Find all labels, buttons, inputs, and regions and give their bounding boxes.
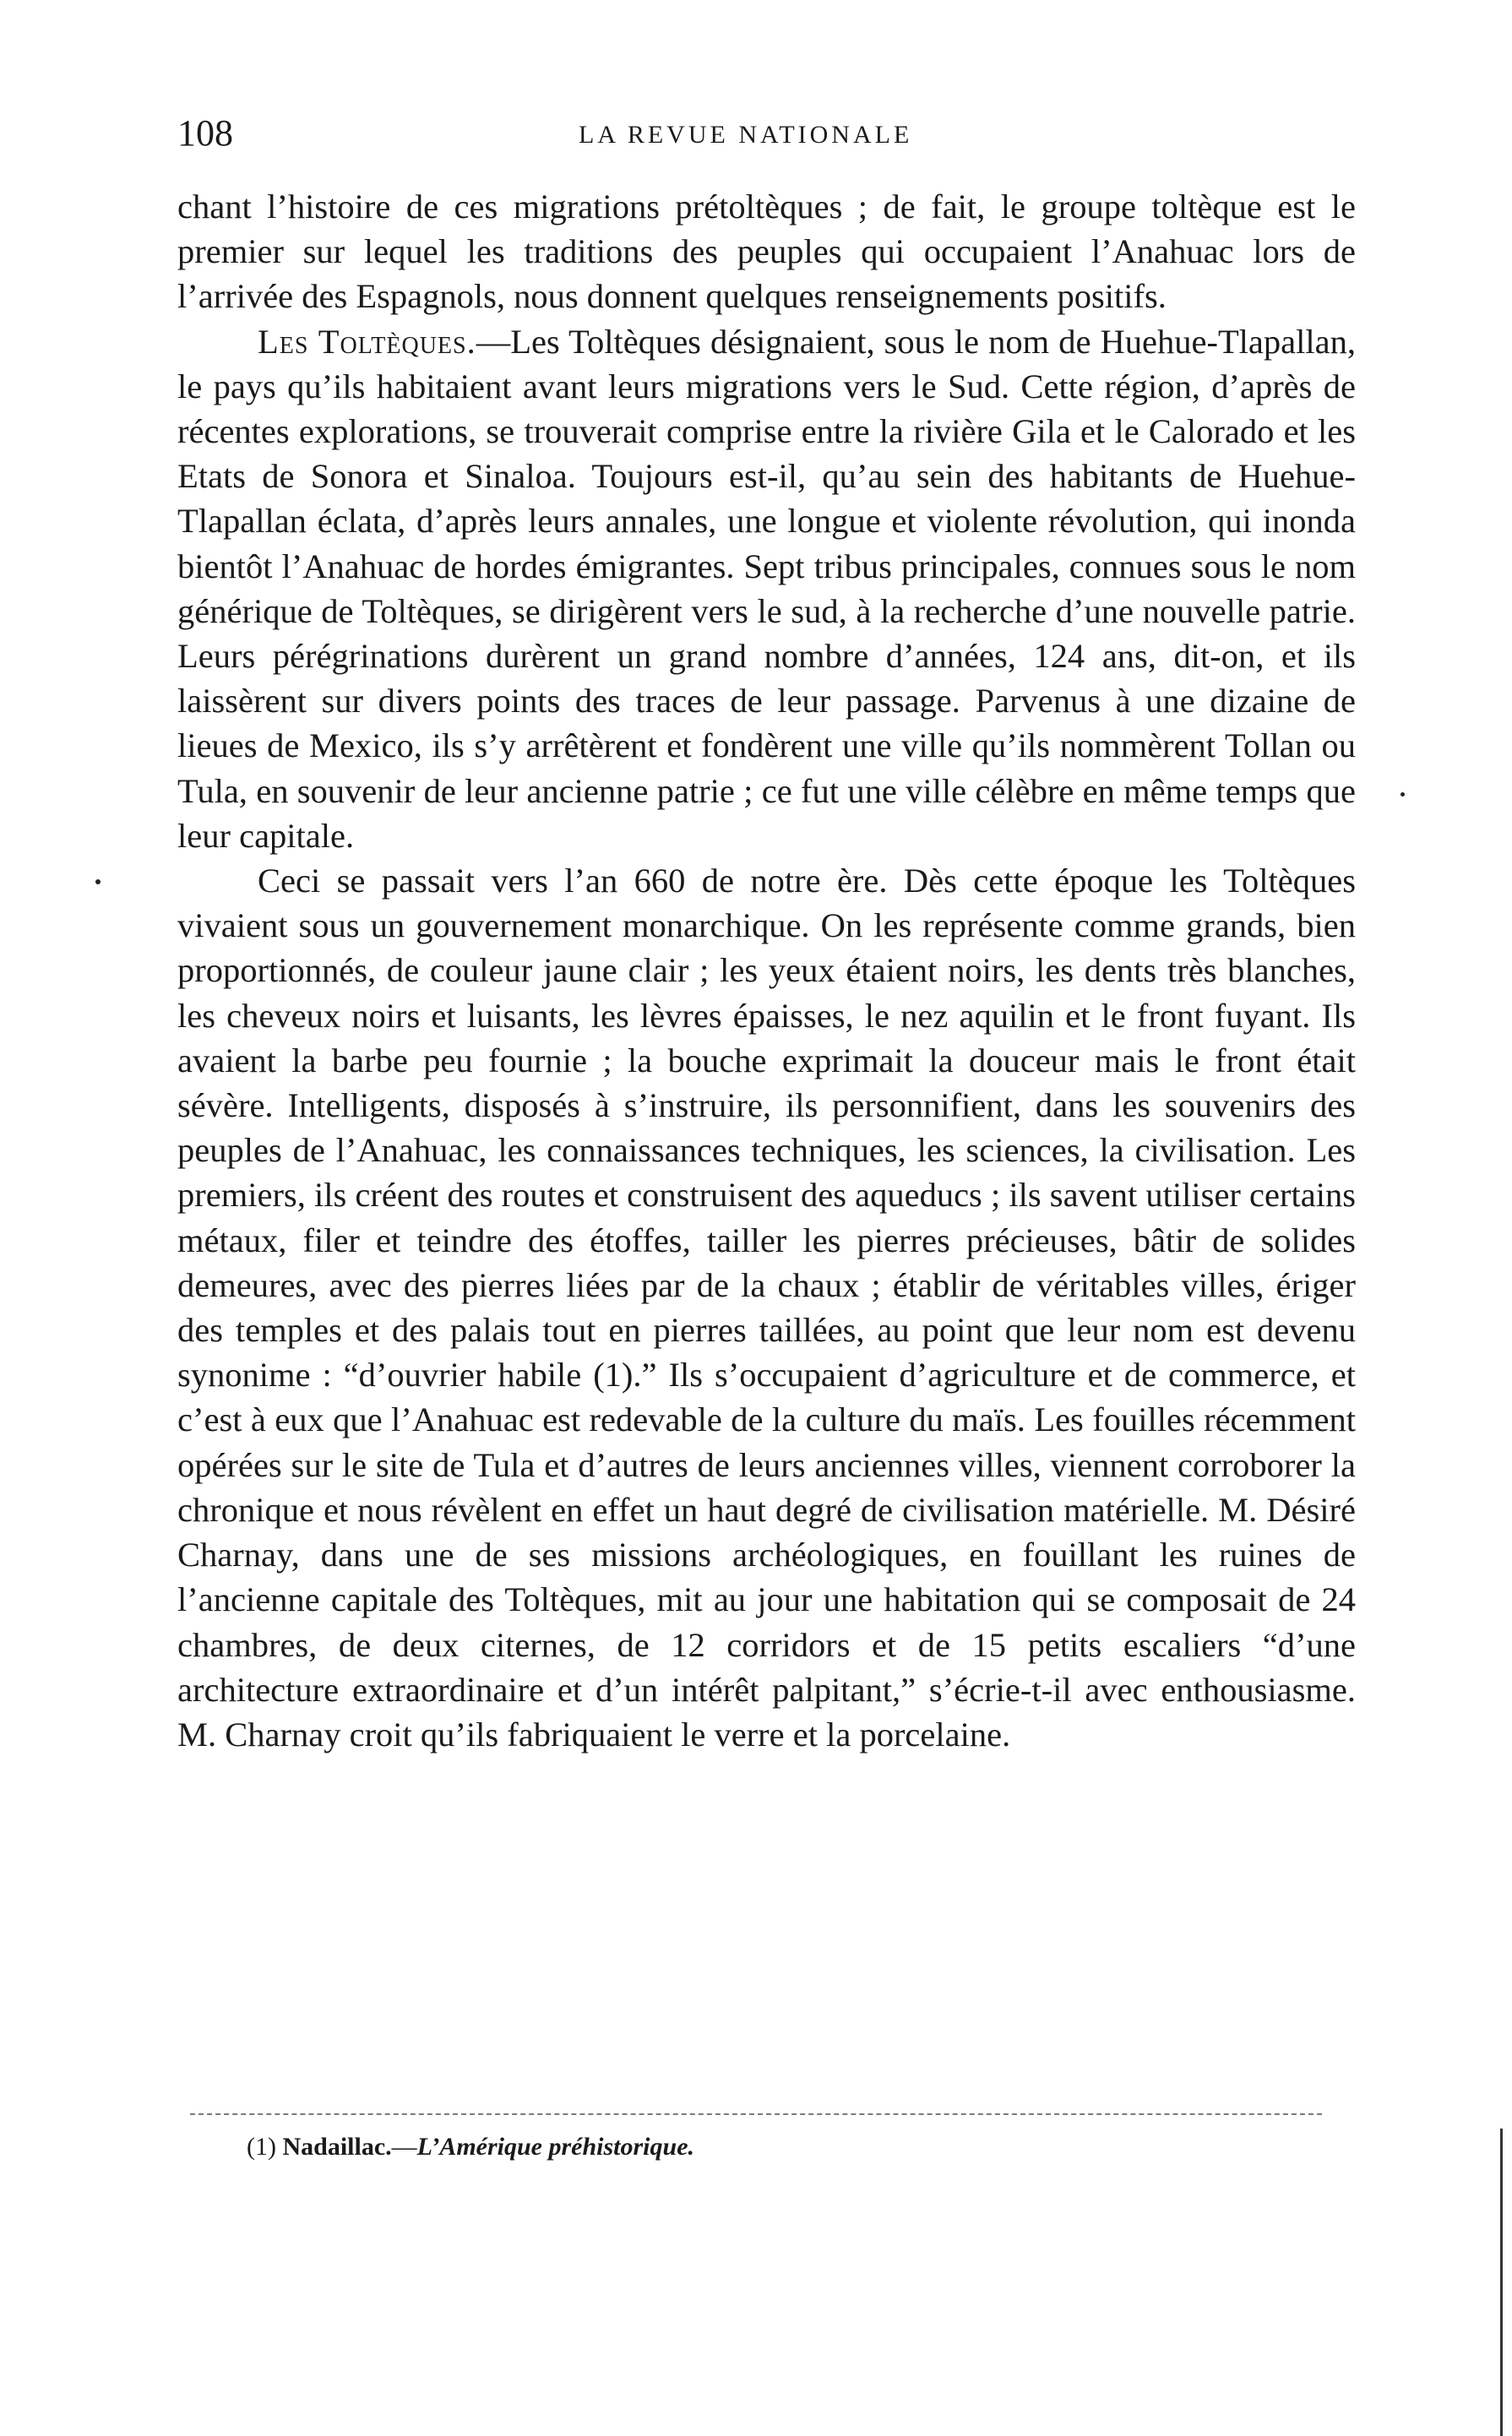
paragraph-description: Ceci se passait vers l’an 660 de notre ère. Dès cette époque les Toltèques vivaient sous un gouvernement monarchique. On les représente comme grands, bien proportionnés, de couleur jaune clair ; les yeux étaient noirs, les dents très blanches, les cheveux noirs et luisants, les lèvres épaisses, le nez aquilin et le front fuyant. Ils avaient la barbe peu fournie ; la bouche exprimait la douceur mais le front était sévère. Intelligents, disposés à s’instruire, ils personnifient, dans les souvenirs des peuples de l’Anahuac, les connaissances techniques, les sciences, la civilisation. Les premiers, ils créent des routes et construisent des aqueducs ; ils savent utiliser certains métaux, filer et teindre des étoffes, tailler les pierres précieuses, bâtir de solides demeures, avec des pierres liées par de la chaux ; établir de véritables villes, ériger des temples et des palais tout en pierres taillées, au point que leur nom est devenu synonime : “d’ouvrier habile (1).” Ils s’occupaient d’agriculture et de commerce, et c’est à eux que l’Anahuac est redevable de la culture du maïs. Les fouilles récemment opérées sur le site de Tula et d’autres de leurs anciennes villes, viennent corroborer la chronique et nous révèlent en effet un haut degré de civilisation matérielle. M. Désiré Charnay, dans une de ses missions archéologiques, en fouillant les ruines de l’ancienne capitale des Toltèques, mit au jour une habitation qui se composait de 24 chambres, de deux citernes, de 12 corridors et de 15 petits escaliers “d’une architecture extraordinaire et d’un intérêt palpitant,” s’écrie-t-il avec enthousiasme. M. Charnay croit qu’ils fabriquaient le verre et la porcelaine. [177, 862, 1356, 1754]
footnote-divider [190, 2113, 1322, 2115]
footnote-author: Nadaillac. [282, 2133, 392, 2161]
footnote [247, 2129, 694, 2166]
page-header [177, 108, 1360, 159]
scan-edge-line [1500, 2129, 1503, 2436]
section-heading: Les Toltèques. [258, 322, 476, 361]
page-number: 108 [177, 112, 233, 154]
scan-speck [1401, 792, 1405, 797]
paragraph-toltecs [177, 319, 1356, 858]
running-head: LA REVUE NATIONALE [579, 121, 913, 149]
paragraph-toltecs-text: —Les Toltèques désignaient, sous le nom de Huehue-Tlapallan, le pays qu’ils habitaient avant leurs migrations vers le Sud. Cette région, d’après de récentes explorations, se trouverait comprise entre la rivière Gila et le Calorado et les Etats de Sonora et Sinaloa. Toujours est-il, qu’au sein des habitants de Huehue-Tlapallan éclata, d’après leurs annales, une longue et violente révolution, qui inonda bientôt l’Anahuac de hordes émigrantes. Sept tribus principales, connues sous le nom générique de Toltèques, se dirigèrent vers le sud, à la recherche d’une nouvelle patrie. Leurs pérégrinations durèrent un grand nombre d’années, 124 ans, dit-on, et ils laissèrent sur divers points des traces de leur passage. Parvenus à une dizaine de lieues de Mexico, ils s’y arrêtèrent et fondèrent une ville qu’ils nommèrent Tollan ou Tula, en souvenir de leur ancienne patrie ; ce fut une ville célèbre en même temps que leur capitale. [177, 322, 1356, 855]
footnote-title: L’Amérique préhistorique. [416, 2133, 695, 2161]
body-text [177, 184, 1356, 1757]
paragraph-continuation: chant l’histoire de ces migrations prétoltèques ; de fait, le groupe toltèque est le premier sur lequel les traditions des peuples qui occupaient l’Anahuac lors de l’arrivée des Espagnols, nous donnent quelques renseignements positifs. [177, 188, 1356, 316]
footnote-marker: (1) [247, 2133, 276, 2161]
scan-speck [95, 879, 101, 884]
footnote-dash: — [391, 2133, 417, 2161]
